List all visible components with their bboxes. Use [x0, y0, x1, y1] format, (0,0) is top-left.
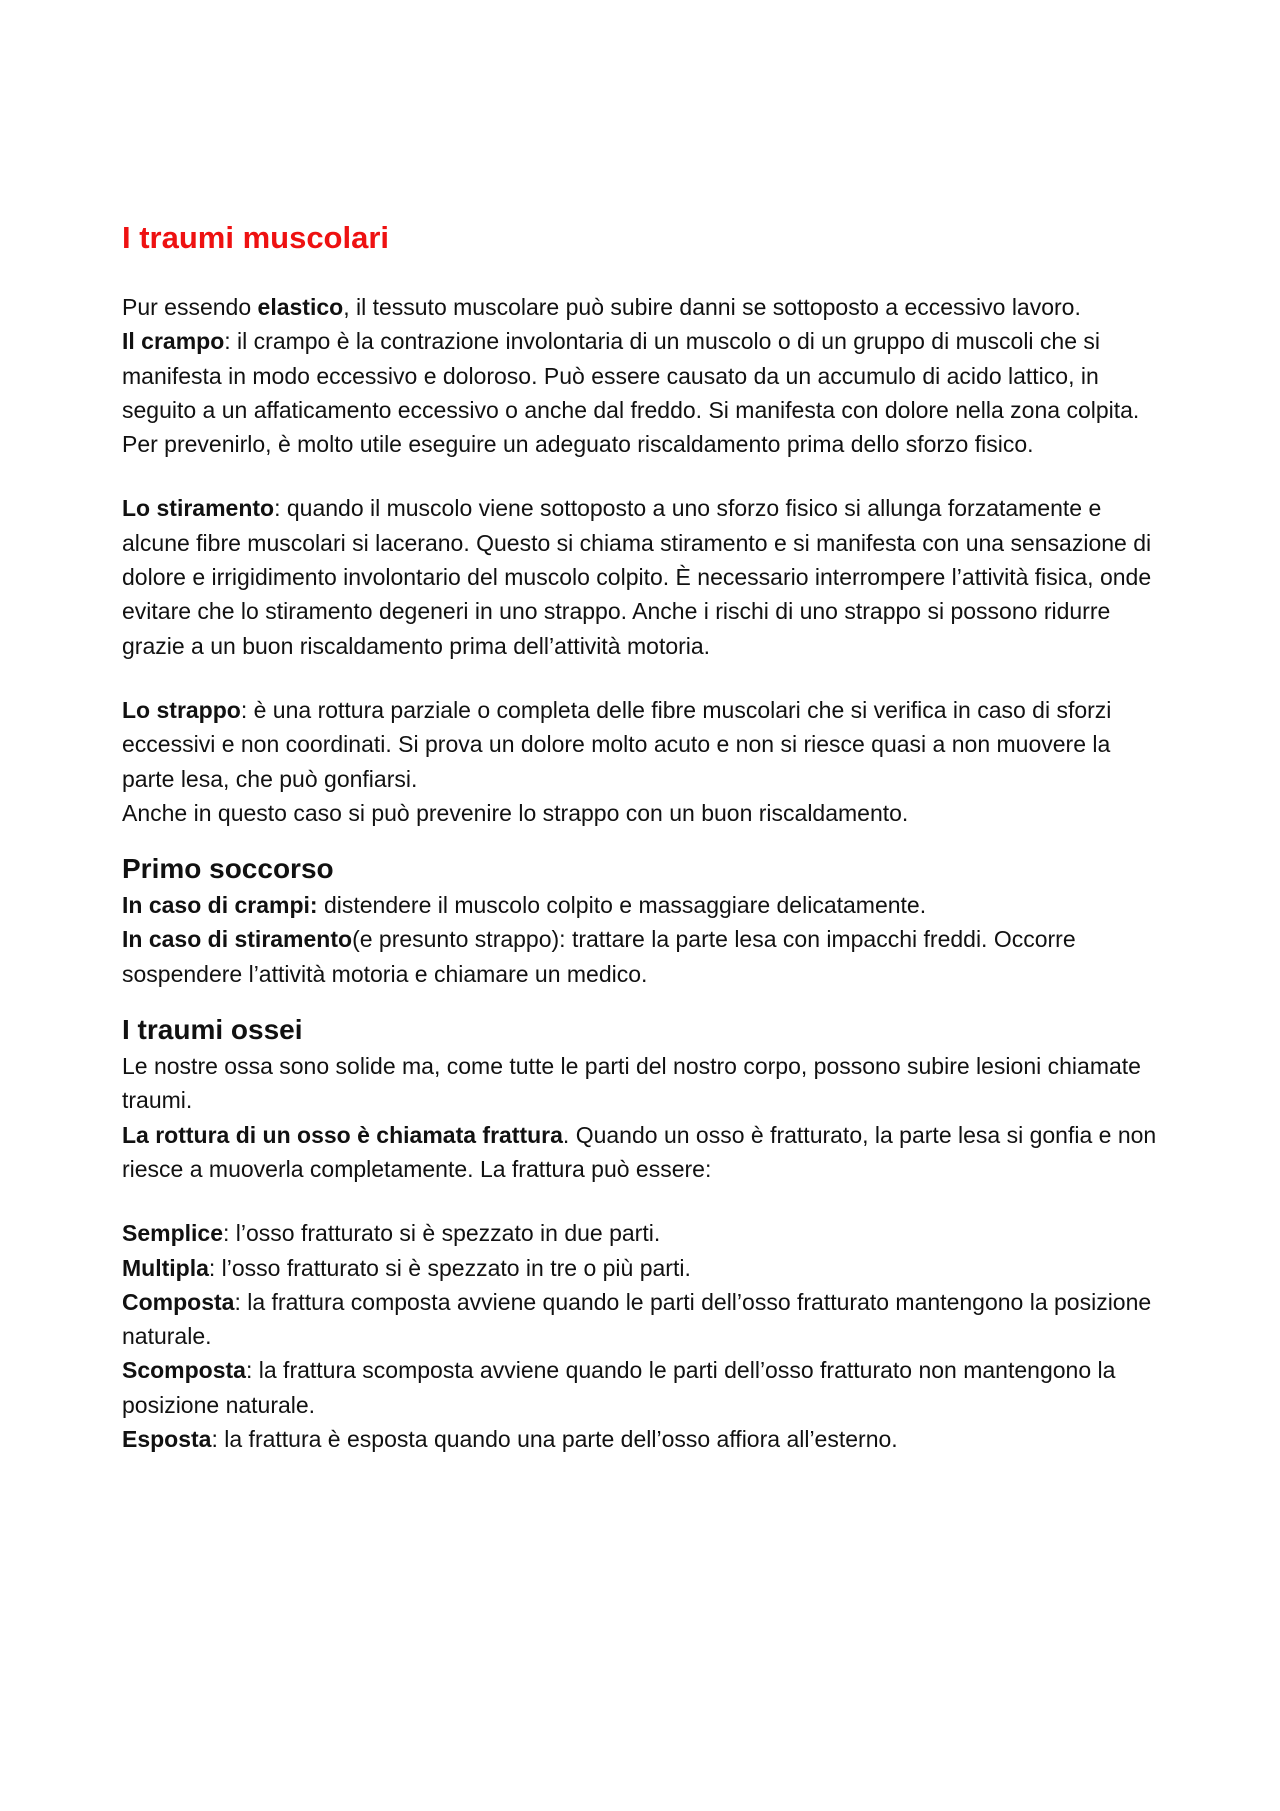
- stiramento-text: : quando il muscolo viene sottoposto a uno sforzo fisico si allunga forzatamente e alcune fibre muscolari si lacerano. Questo si chiama stiramento e si manifesta con una sensazione di dolore e irrigidimento involontario del muscolo colpito. È necessario interrompere l’attività fisica, onde evitare che lo stiramento degeneri in uno strappo. Anche i rischi di uno strappo si possono ridurre grazie a un buon riscaldamento prima dell’attività motoria.: [122, 495, 1152, 659]
- crampi-soccorso-paragraph: [122, 888, 1162, 922]
- crampo-paragraph: [122, 324, 1162, 461]
- stiramento-soccorso-paragraph: [122, 922, 1162, 991]
- intro-paragraph: [122, 290, 1162, 324]
- crampi-soccorso-text: distendere il muscolo colpito e massaggiare delicatamente.: [317, 892, 927, 919]
- spacer: [122, 461, 1162, 491]
- strappo-line2: Anche in questo caso si può prevenire lo strappo con un buon riscaldamento.: [122, 799, 909, 826]
- crampo-text: : il crampo è la contrazione involontaria di un muscolo o di un gruppo di muscoli che si manifesta in modo eccessivo e doloroso. Può essere causato da un accumulo di acido lattico, in seguito a un affaticamento eccessivo o anche dal freddo. Si manifesta con dolore nella zona colpita. Per prevenirlo, è molto utile eseguire un adeguato riscaldamento prima dello sforzo fisico.: [122, 328, 1140, 458]
- tipo-frattura-composta: [122, 1285, 1162, 1354]
- tipo-label: Semplice: [122, 1220, 223, 1247]
- ossei-intro-paragraph: Le nostre ossa sono solide ma, come tutte le parti del nostro corpo, possono subire lesioni chiamate traumi.: [122, 1053, 1141, 1114]
- spacer: [122, 663, 1162, 693]
- tipo-text: : la frattura scomposta avviene quando le parti dell’osso fratturato non mantengono la posizione naturale.: [122, 1357, 1116, 1418]
- tipo-label: Composta: [122, 1288, 235, 1315]
- tipo-frattura-semplice: [122, 1216, 1162, 1250]
- tipo-label: Scomposta: [122, 1357, 246, 1384]
- primo-soccorso-heading: Primo soccorso: [122, 853, 334, 885]
- tipo-label: Multipla: [122, 1254, 209, 1281]
- tipo-label: Esposta: [122, 1426, 212, 1453]
- tipo-text: : la frattura è esposta quando una parte dell’osso affiora all’esterno.: [211, 1426, 898, 1453]
- tipo-frattura-esposta: [122, 1422, 1162, 1456]
- tipo-text: : la frattura composta avviene quando le parti dell’osso fratturato mantengono la posizione naturale.: [122, 1288, 1152, 1350]
- strappo-paragraph: [122, 693, 1162, 796]
- frattura-label: La rottura di un osso è chiamata frattura: [122, 1121, 563, 1148]
- strappo-label: Lo strappo: [122, 696, 241, 723]
- frattura-text: . Quando un osso è fratturato, la parte lesa si gonfia e non riesce a muoverla completamente. La frattura può essere:: [122, 1121, 1157, 1182]
- spacer: [122, 1186, 1162, 1216]
- stiramento-label: Lo stiramento: [122, 495, 275, 522]
- page-title: I traumi muscolari: [122, 220, 390, 255]
- traumi-ossei-heading: I traumi ossei: [122, 1014, 303, 1046]
- stiramento-soccorso-label: In caso di stiramento: [122, 926, 353, 953]
- intro-bold-elastico: elastico: [257, 294, 344, 320]
- document-page: [122, 218, 1162, 1456]
- intro-text-1: Pur essendo: [122, 294, 258, 320]
- intro-text-2: , il tessuto muscolare può subire danni se sottoposto a eccessivo lavoro.: [343, 294, 1081, 320]
- tipo-text: : l’osso fratturato si è spezzato in due parti.: [223, 1220, 661, 1247]
- strappo-text: : è una rottura parziale o completa delle fibre muscolari che si verifica in caso di sforzi eccessivi e non coordinati. Si prova un dolore molto acuto e non si riesce quasi a non muovere la parte lesa, che può gonfiarsi.: [122, 696, 1112, 792]
- tipo-text: : l’osso fratturato si è spezzato in tre o più parti.: [208, 1254, 691, 1281]
- spacer: [122, 991, 1162, 1011]
- stiramento-paragraph: [122, 491, 1162, 662]
- spacer: [122, 830, 1162, 850]
- frattura-paragraph: [122, 1118, 1162, 1187]
- crampi-soccorso-label: In caso di crampi:: [122, 892, 318, 919]
- crampo-label: Il crampo: [122, 328, 225, 355]
- stiramento-soccorso-text: (e presunto strappo): trattare la parte lesa con impacchi freddi. Occorre sospendere l’attività motoria e chiamare un medico.: [122, 926, 1076, 987]
- tipo-frattura-multipla: [122, 1251, 1162, 1285]
- tipo-frattura-scomposta: [122, 1353, 1162, 1422]
